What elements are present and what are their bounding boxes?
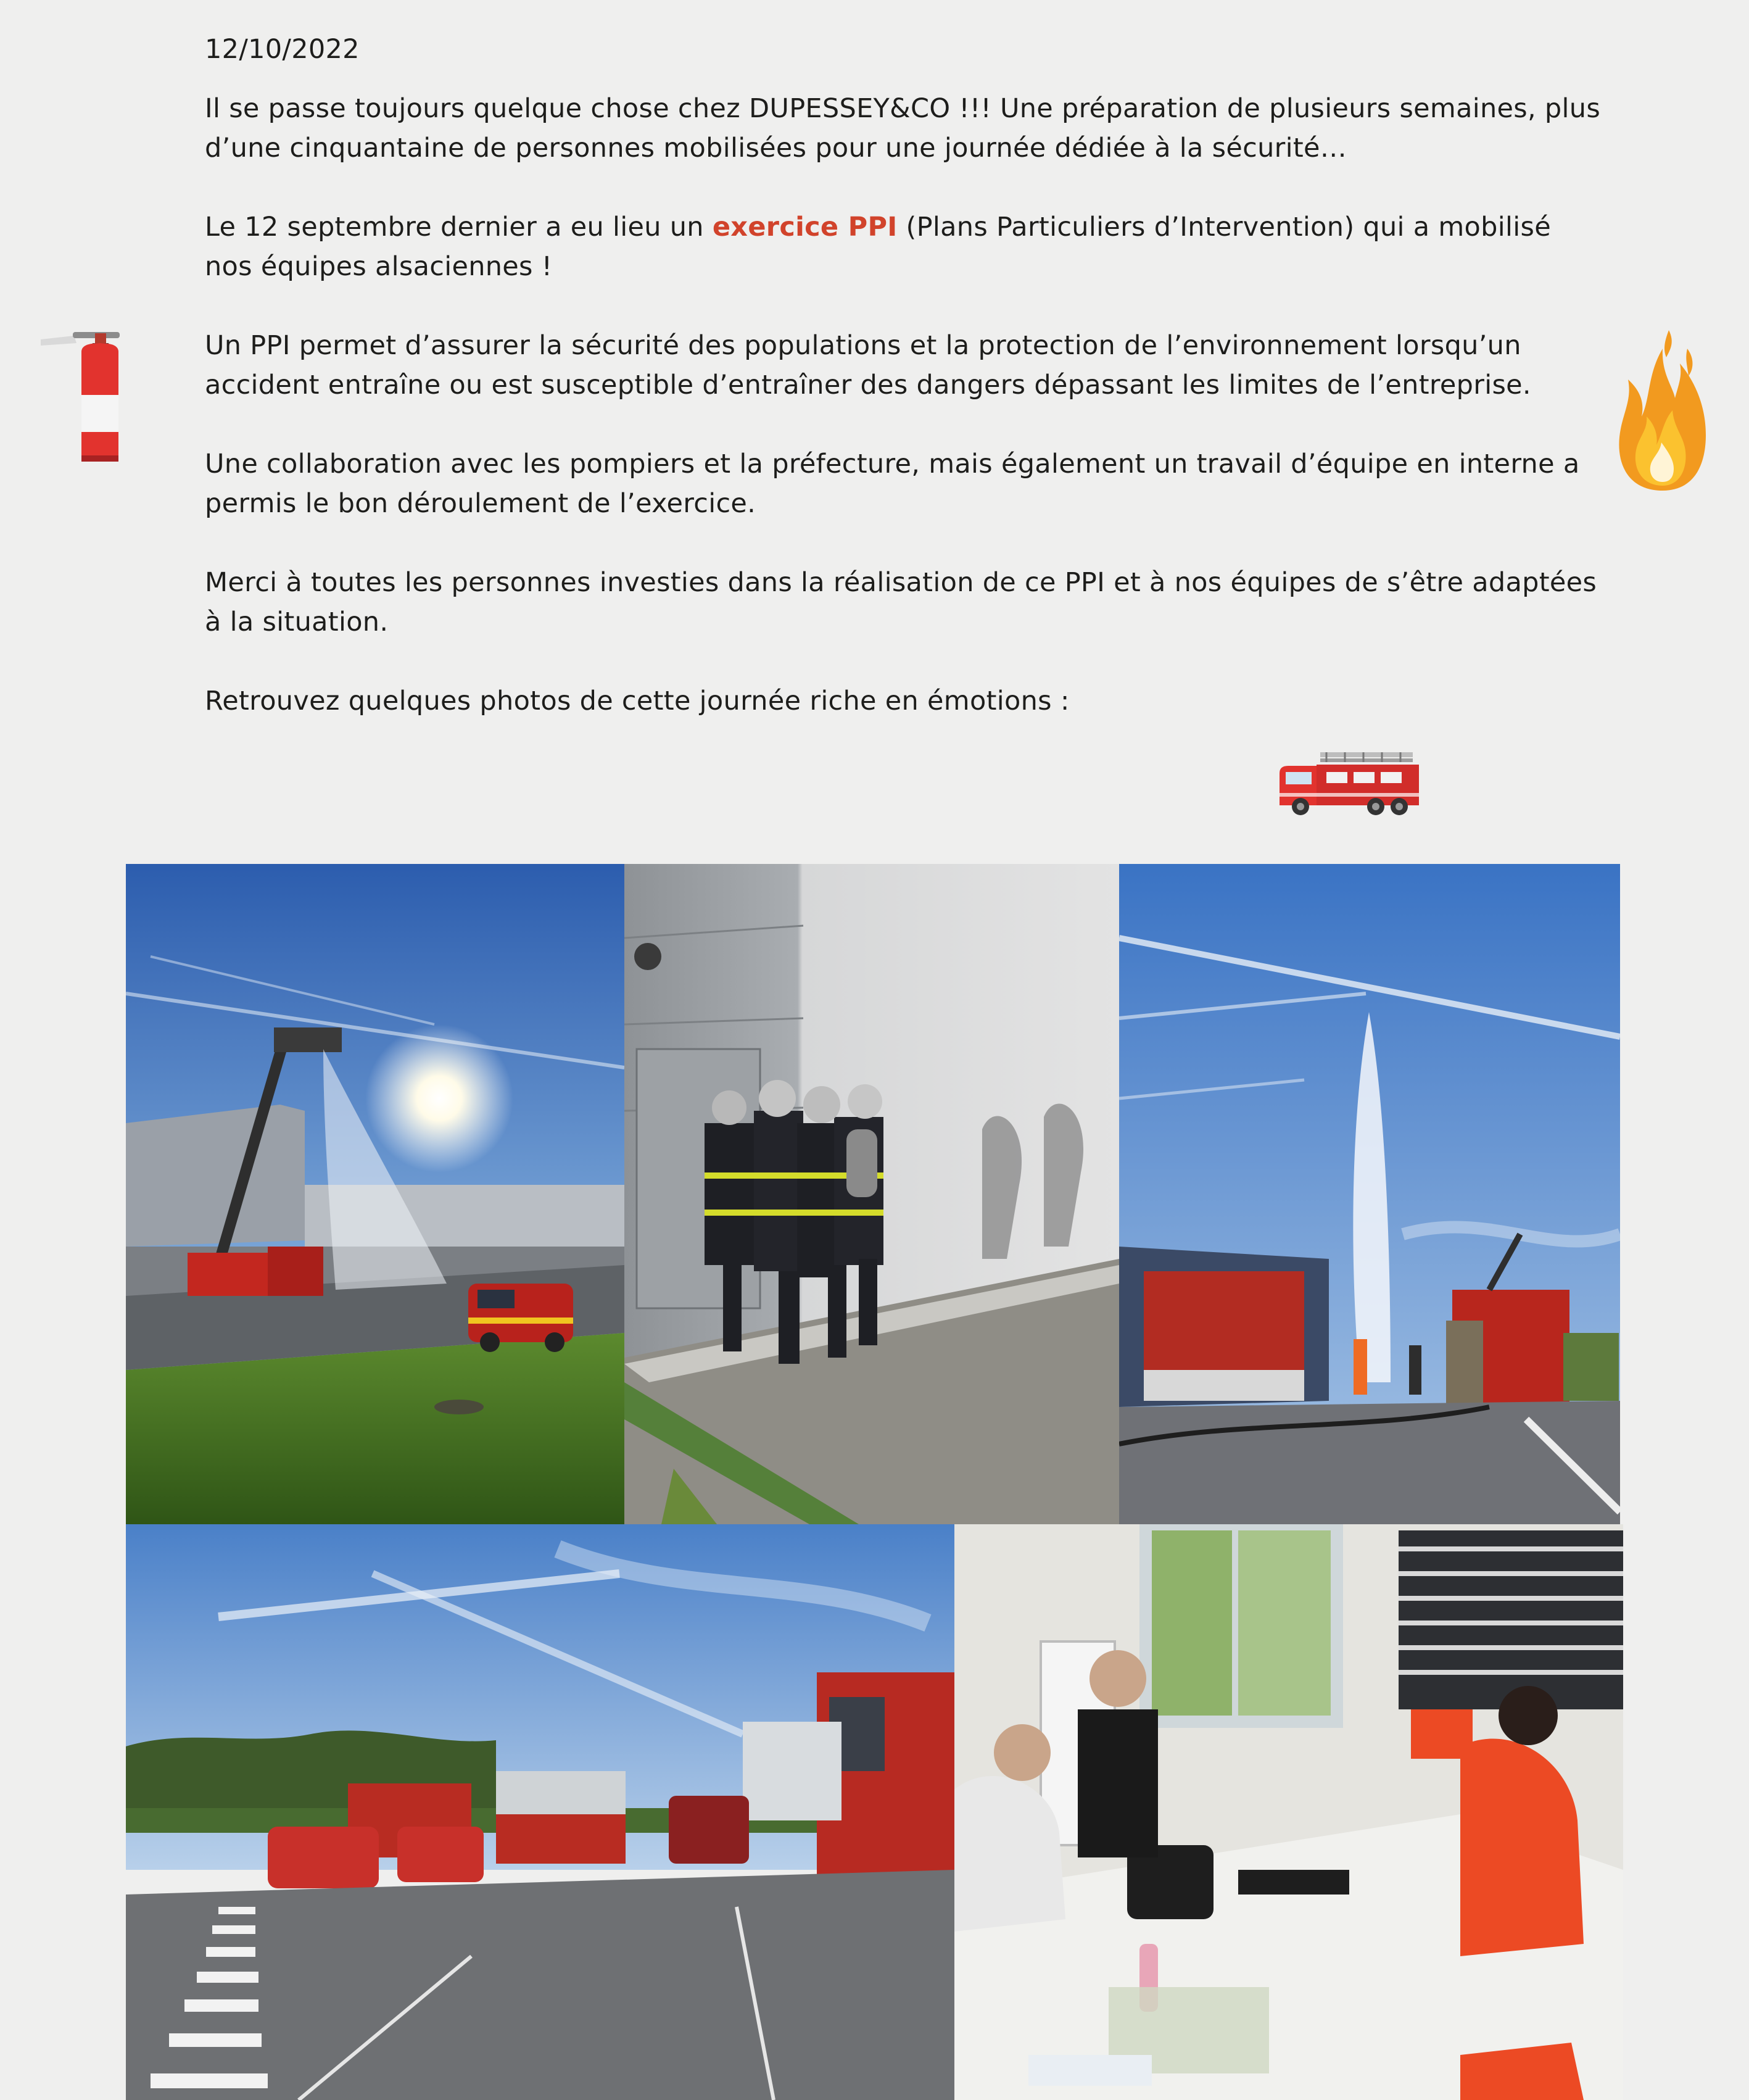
fire-truck-icon: [1277, 749, 1422, 816]
photos-intro: Retrouvez quelques photos de cette journée riche en émotions :: [205, 686, 1070, 716]
thanks-paragraph: Merci à toutes les personnes investies dans la réalisation de ce PPI et à nos équipes de s’être adaptées à la situation.: [205, 567, 1597, 637]
ppi-text-before: Le 12 septembre dernier a eu lieu un: [205, 212, 713, 243]
photo-water-jet: [1119, 864, 1620, 1524]
ppi-highlight: exercice PPI: [712, 212, 898, 243]
ppi-paragraph: [205, 207, 1605, 286]
definition-paragraph: Un PPI permet d’assurer la sécurité des populations et la protection de l’environnement lorsqu’un accident entraîne ou est susceptible d’entraîner des dangers dépassant les limites de l’entreprise.: [205, 330, 1531, 400]
flame-icon: [1613, 312, 1712, 497]
photo-firefighters: [624, 864, 1119, 1524]
post-date: 12/10/2022: [205, 34, 360, 65]
photo-aerial-ladder: [126, 864, 624, 1524]
intro-paragraph: Il se passe toujours quelque chose chez DUPESSEY&CO !!! Une préparation de plusieurs semaines, plus d’une cinquantaine de personnes mobilisées pour une journée dédiée à la sécurité…: [205, 93, 1601, 164]
photo-vehicles: [126, 1524, 954, 2100]
ppi-text-after: (Plans Particuliers d’Intervention) qui a mobilisé nos équipes alsaciennes !: [205, 212, 1551, 282]
post-text: [205, 30, 1605, 721]
fire-extinguisher-icon: [38, 327, 137, 469]
photo-meeting-room: [954, 1524, 1623, 2100]
collaboration-paragraph: Une collaboration avec les pompiers et la préfecture, mais également un travail d’équipe en interne a permis le bon déroulement de l’exercice.: [205, 449, 1580, 519]
